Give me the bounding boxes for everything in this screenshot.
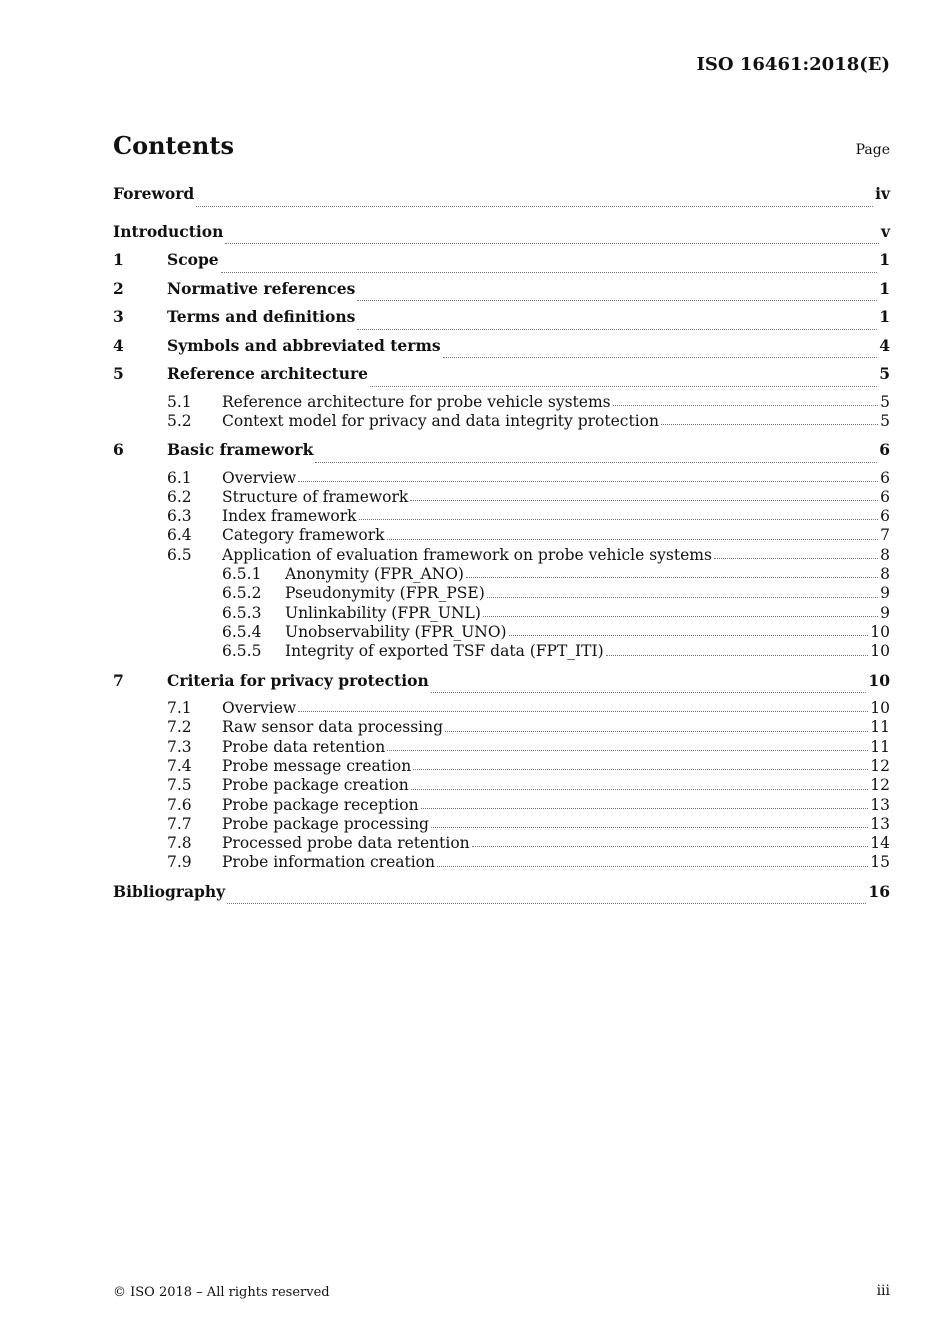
toc-entry-page[interactable]: 5	[880, 411, 890, 430]
toc-entry-number: 5	[113, 364, 124, 383]
toc-entry[interactable]	[113, 488, 890, 507]
dot-leader	[487, 596, 878, 598]
toc-entry-page[interactable]: 10	[870, 622, 890, 641]
dot-leader	[661, 423, 878, 425]
toc-entry-label[interactable]: Reference architecture	[167, 364, 368, 383]
toc-entry-page[interactable]: 11	[870, 737, 890, 756]
toc-entry[interactable]	[113, 307, 890, 336]
toc-entry-number: 6	[113, 440, 124, 460]
dot-leader	[370, 385, 877, 387]
toc-entry-label[interactable]: Integrity of exported TSF data (FPT_ITI)	[285, 642, 604, 661]
dot-leader	[413, 768, 868, 770]
dot-leader	[472, 845, 869, 847]
toc-entry-page[interactable]: 1	[879, 307, 890, 326]
dot-leader	[431, 826, 868, 828]
dot-leader	[437, 865, 868, 867]
toc-entry[interactable]	[113, 642, 890, 661]
toc-entry[interactable]	[113, 757, 890, 776]
toc-entry[interactable]	[113, 882, 890, 911]
toc-entry-label[interactable]: Introduction	[113, 221, 224, 241]
toc-entry-number: 7.9	[167, 853, 192, 872]
toc-entry-number: 7	[113, 670, 124, 690]
document-id: ISO 16461:2018(E)	[696, 54, 890, 75]
toc-entry-number: 1	[113, 250, 124, 269]
toc-entry[interactable]	[113, 796, 890, 815]
toc-entry-page[interactable]: v	[880, 221, 890, 241]
dot-leader	[445, 730, 868, 732]
toc-entry-number: 7.8	[167, 834, 192, 853]
toc-entry[interactable]	[113, 412, 890, 431]
toc-entry-label[interactable]: Normative references	[167, 278, 356, 298]
toc-entry[interactable]	[113, 469, 890, 488]
toc-entry-number: 7.6	[167, 795, 192, 814]
dot-leader	[315, 461, 877, 463]
toc-entry-page[interactable]: 6	[880, 507, 890, 526]
toc-entry-label[interactable]: Pseudonymity (FPR_PSE)	[285, 584, 485, 603]
toc-entry-page[interactable]: 10	[870, 642, 890, 661]
toc-entry-page[interactable]: 9	[880, 603, 890, 622]
toc-entry-page[interactable]: 7	[880, 526, 890, 545]
toc-entry[interactable]	[113, 336, 890, 365]
toc-entry[interactable]	[113, 604, 890, 623]
toc-entry-label[interactable]: Criteria for privacy protection	[167, 670, 429, 690]
dot-leader	[298, 480, 878, 482]
toc-entry-page[interactable]: 1	[879, 278, 890, 298]
toc-entry[interactable]	[113, 718, 890, 737]
dot-leader	[225, 242, 879, 244]
copyright-notice: © ISO 2018 – All rights reserved	[113, 1285, 330, 1300]
dot-leader	[613, 404, 879, 406]
toc-entry-page[interactable]: 13	[870, 795, 890, 814]
footer-page-number: iii	[876, 1283, 890, 1299]
toc-entry-number: 6.2	[167, 487, 192, 506]
toc-entry-number: 7.3	[167, 737, 192, 756]
toc-entry-page[interactable]: 8	[880, 565, 890, 584]
toc-entry[interactable]	[113, 393, 890, 412]
toc-entry-label[interactable]: Context model for privacy and data integrity protection	[222, 411, 659, 430]
toc-entry-number: 6.5.1	[222, 565, 262, 584]
dot-leader	[466, 576, 878, 578]
dot-leader	[411, 788, 869, 790]
toc-entry-number: 4	[113, 335, 124, 355]
toc-entry-number: 7.7	[167, 814, 192, 833]
dot-leader	[483, 615, 878, 617]
toc-entry-label[interactable]: Structure of framework	[222, 487, 409, 506]
dot-leader	[410, 499, 878, 501]
toc-entry-page[interactable]: 8	[880, 545, 890, 564]
toc-entry-page[interactable]: iv	[875, 184, 890, 203]
toc-entry-number: 5.2	[167, 411, 192, 430]
dot-leader	[714, 557, 878, 559]
toc-entry[interactable]	[113, 546, 890, 565]
toc-entry-label[interactable]: Category framework	[222, 526, 385, 545]
toc-entry-label[interactable]: Processed probe data retention	[222, 834, 470, 853]
toc-entry-label[interactable]: Overview	[222, 699, 297, 718]
toc-entry-page[interactable]: 5	[880, 392, 890, 411]
toc-entry-number: 3	[113, 307, 124, 326]
toc-entry-page[interactable]: 4	[879, 335, 890, 355]
toc-entry-page[interactable]: 14	[870, 834, 890, 853]
dot-leader	[431, 691, 867, 693]
toc-entry-label[interactable]: Unlinkability (FPR_UNL)	[285, 603, 481, 622]
toc-entry[interactable]	[113, 699, 890, 718]
toc-entry-number: 6.5.5	[222, 642, 262, 661]
toc-entry-number: 7.4	[167, 756, 192, 775]
toc-entry-label[interactable]: Bibliography	[113, 881, 226, 901]
toc-entry-label[interactable]: Probe package reception	[222, 795, 419, 814]
toc-entry-number: 7.2	[167, 718, 192, 737]
dot-leader	[421, 807, 869, 809]
dot-leader	[443, 356, 878, 358]
toc-entry-label[interactable]: Symbols and abbreviated terms	[167, 335, 441, 355]
toc-entry-page[interactable]: 9	[880, 584, 890, 603]
toc-entry[interactable]	[113, 440, 890, 469]
page-title: Contents	[113, 131, 234, 160]
toc-entry-label[interactable]: Basic framework	[167, 440, 314, 460]
toc-entry-label[interactable]: Probe information creation	[222, 853, 435, 872]
dot-leader	[196, 205, 873, 207]
dot-leader	[221, 271, 878, 273]
toc-entry-page[interactable]: 10	[870, 699, 890, 718]
toc-entry-number: 6.4	[167, 526, 192, 545]
toc-entry[interactable]	[113, 623, 890, 642]
toc-entry-page[interactable]: 6	[879, 440, 890, 460]
toc-entry-label[interactable]: Index framework	[222, 507, 357, 526]
dot-leader	[606, 654, 869, 656]
toc-entry[interactable]	[113, 815, 890, 834]
toc-entry-label[interactable]: Probe data retention	[222, 737, 386, 756]
toc-entry[interactable]	[113, 184, 890, 213]
toc-entry[interactable]	[113, 853, 890, 872]
toc-entry[interactable]	[113, 738, 890, 757]
toc-entry-label[interactable]: Reference architecture for probe vehicle systems	[222, 392, 611, 411]
toc-entry-number: 5.1	[167, 392, 192, 411]
toc-entry-number: 6.5.4	[222, 622, 262, 641]
dot-leader	[387, 538, 879, 540]
table-of-contents	[113, 184, 890, 910]
dot-leader	[387, 749, 868, 751]
toc-entry-number: 6.3	[167, 507, 192, 526]
toc-entry-label[interactable]: Foreword	[113, 184, 195, 203]
toc-entry[interactable]	[113, 776, 890, 795]
toc-entry-label[interactable]: Raw sensor data processing	[222, 718, 444, 737]
toc-entry[interactable]	[113, 526, 890, 545]
toc-entry-number: 6.5.3	[222, 603, 262, 622]
toc-entry[interactable]	[113, 279, 890, 308]
toc-entry-label[interactable]: Scope	[167, 250, 219, 269]
toc-entry-label[interactable]: Probe package processing	[222, 814, 429, 833]
toc-entry-page[interactable]: 12	[870, 776, 890, 795]
toc-entry[interactable]	[113, 250, 890, 279]
toc-entry-page[interactable]: 10	[868, 670, 890, 690]
toc-entry-page[interactable]: 1	[879, 250, 890, 269]
toc-entry[interactable]	[113, 364, 890, 393]
dot-leader	[357, 299, 877, 301]
dot-leader	[298, 710, 868, 712]
dot-leader	[359, 518, 879, 520]
toc-entry-label[interactable]: Anonymity (FPR_ANO)	[285, 565, 464, 584]
toc-entry-page[interactable]: 6	[880, 487, 890, 506]
toc-entry[interactable]	[113, 584, 890, 603]
toc-entry[interactable]	[113, 671, 890, 700]
toc-entry-label[interactable]: Overview	[222, 468, 297, 487]
toc-entry-page[interactable]: 5	[879, 364, 890, 383]
toc-entry[interactable]	[113, 507, 890, 526]
toc-entry-page[interactable]: 12	[870, 756, 890, 775]
toc-entry-number: 6.1	[167, 468, 192, 487]
toc-entry[interactable]	[113, 222, 890, 251]
toc-entry-label[interactable]: Probe message creation	[222, 756, 412, 775]
toc-entry-page[interactable]: 13	[870, 814, 890, 833]
toc-entry-number: 7.1	[167, 699, 192, 718]
toc-entry-number: 6.5.2	[222, 584, 262, 603]
toc-entry-page[interactable]: 16	[868, 881, 890, 901]
toc-entry-number: 2	[113, 278, 124, 298]
toc-entry[interactable]	[113, 834, 890, 853]
toc-entry-page[interactable]: 6	[880, 468, 890, 487]
toc-entry-page[interactable]: 15	[870, 853, 890, 872]
toc-entry-label[interactable]: Terms and definitions	[167, 307, 356, 326]
toc-entry-page[interactable]: 11	[870, 718, 890, 737]
toc-entry-label[interactable]: Unobservability (FPR_UNO)	[285, 622, 507, 641]
page-column-label: Page	[855, 142, 890, 158]
toc-entry-number: 7.5	[167, 776, 192, 795]
toc-entry-number: 6.5	[167, 545, 192, 564]
toc-entry-label[interactable]: Application of evaluation framework on probe vehicle systems	[222, 545, 712, 564]
toc-entry-label[interactable]: Probe package creation	[222, 776, 409, 795]
dot-leader	[357, 328, 877, 330]
dot-leader	[509, 634, 869, 636]
dot-leader	[227, 902, 866, 904]
toc-entry[interactable]	[113, 565, 890, 584]
